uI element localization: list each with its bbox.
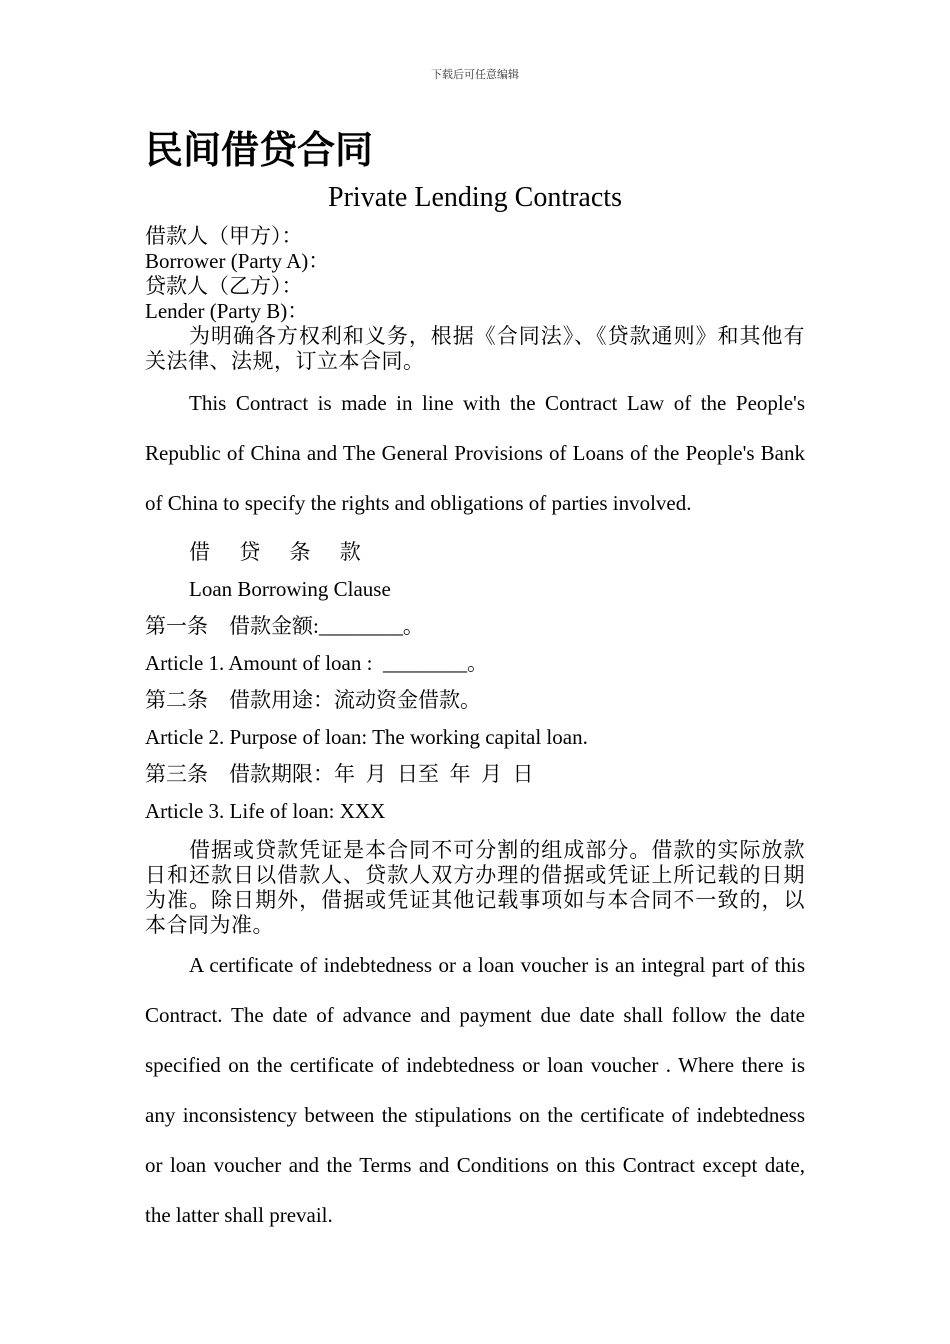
document-body	[145, 122, 805, 1240]
clause-heading-cn: 借 贷 条 款	[189, 540, 373, 564]
borrower-label-cn: 借款人（甲方）：	[145, 224, 303, 248]
article-1-en: Article 1. Amount of loan : ________。	[145, 651, 488, 675]
lender-label-cn: 贷款人（乙方）：	[145, 274, 303, 298]
article-3-cn: 第三条 借款期限：年 月 日至 年 月 日	[145, 762, 534, 786]
borrower-label-en: Borrower (Party A)：	[145, 249, 330, 273]
lender-label-en: Lender (Party B)：	[145, 299, 309, 323]
title-english: Private Lending Contracts	[328, 182, 622, 213]
article-1-cn: 第一条 借款金额:________。	[145, 614, 424, 638]
intro-paragraph-cn: 为明确各方权利和义务，根据《合同法》、《贷款通则》和其他有关法律、法规，订立本合同。	[145, 324, 805, 373]
intro-paragraph-en: This Contract is made in line with the Contract Law of the People's Republic of China and The General Provisions of Loans of the People's Bank of China to specify the rights and obligations of parties involved.	[145, 391, 805, 515]
article-2-en: Article 2. Purpose of loan: The working capital loan.	[145, 725, 588, 749]
clause-heading-en: Loan Borrowing Clause	[189, 577, 391, 601]
voucher-paragraph-en: A certificate of indebtedness or a loan voucher is an integral part of this Contract. The date of advance and payment due date shall follow the date specified on the certificate of indebtedness or loan voucher . Where there is any inconsistency between the stipulations on the certificate of indebtedness or loan voucher and the Terms and Conditions on this Contract except date, the latter shall prevail.	[145, 953, 805, 1227]
voucher-paragraph-cn: 借据或贷款凭证是本合同不可分割的组成部分。借款的实际放款日和还款日以借款人、贷款人双方办理的借据或凭证上所记载的日期为准。除日期外，借据或凭证其他记载事项如与本合同不一致的，以本合同为准。	[145, 838, 805, 937]
article-2-cn: 第二条 借款用途：流动资金借款。	[145, 688, 481, 712]
article-3-en: Article 3. Life of loan: XXX	[145, 799, 386, 823]
header-note: 下载后可任意编辑	[431, 69, 519, 81]
title-chinese: 民间借贷合同	[145, 128, 374, 172]
